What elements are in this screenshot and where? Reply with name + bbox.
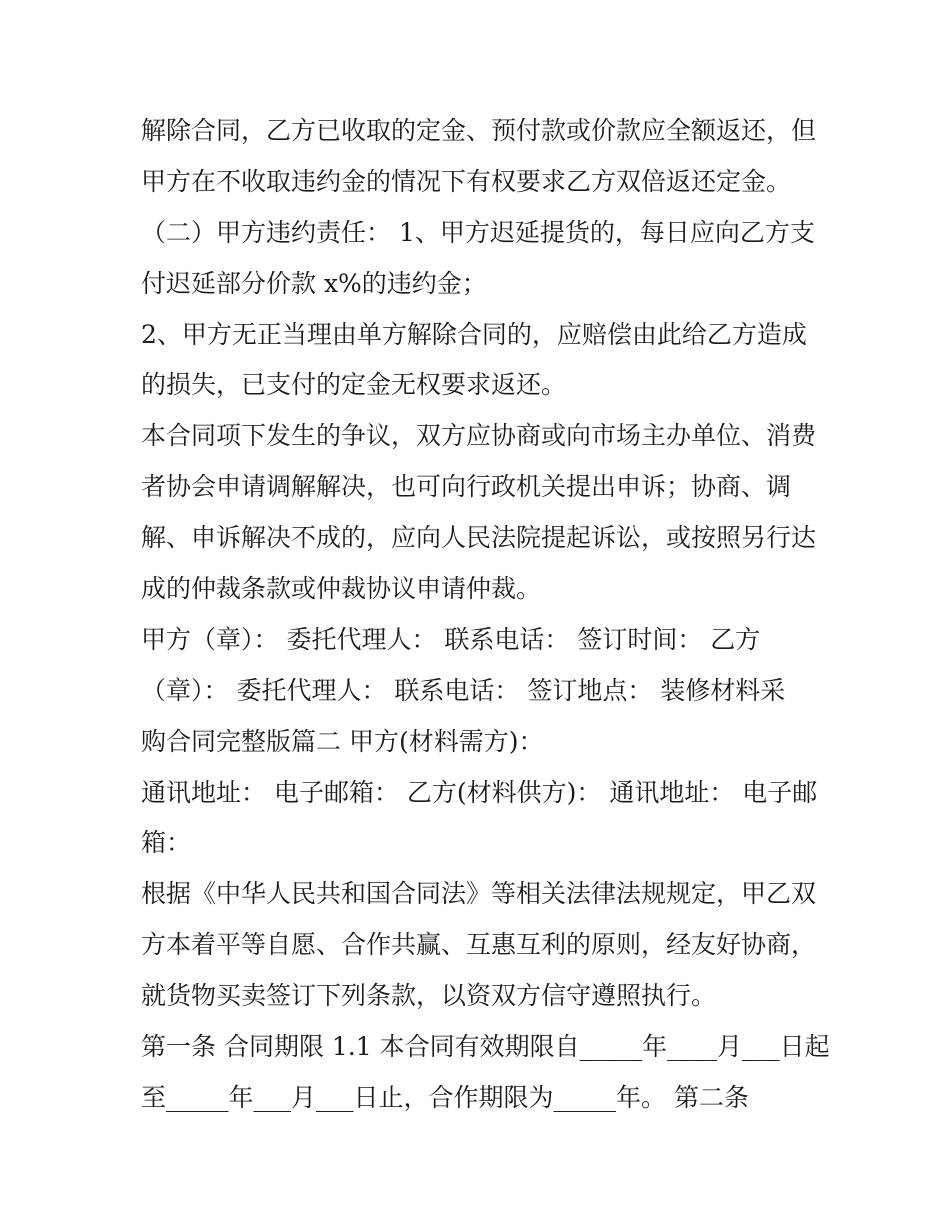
text-line: 成的仲裁条款或仲裁协议申请仲裁。 — [141, 574, 542, 604]
text-line: 方本着平等自愿、合作共赢、互惠互利的原则，经友好协商， — [141, 930, 817, 960]
text-line: 就货物买卖签订下列条款，以资双方信守遵照执行。 — [141, 981, 717, 1011]
text-line: 至_____年___月___日止，合作期限为_____年。 第二条 — [141, 1082, 749, 1112]
text-line: 解除合同，乙方已收取的定金、预付款或价款应全额返还，但 — [141, 116, 817, 145]
text-line: （章）： 委托代理人： 联系电话： 签订地点： 装修材料采 — [141, 675, 786, 705]
text-line: 的损失，已支付的定金无权要求返还。 — [141, 370, 567, 400]
document-body — [141, 106, 830, 1124]
text-line: 通讯地址： 电子邮箱： 乙方(材料供方)： 通讯地址： 电子邮 — [141, 777, 818, 807]
text-line: 第一条 合同期限 1.1 本合同有效期限自_____年____月___日起 — [141, 1032, 830, 1062]
text-line: 本合同项下发生的争议，双方应协商或向市场主办单位、消费 — [141, 421, 817, 451]
text-line: 根据《中华人民共和国合同法》等相关法律法规规定，甲乙双 — [141, 879, 817, 909]
text-line: 甲方在不收取违约金的情况下有权要求乙方双倍返还定金。 — [141, 166, 792, 196]
text-line: 购合同完整版篇二 甲方(材料需方)： — [141, 726, 544, 756]
text-line: 付迟延部分价款 x%的违约金； — [141, 268, 487, 298]
text-line: 2、甲方无正当理由单方解除合同的，应赔偿由此给乙方造成 — [141, 319, 807, 349]
text-line: （二）甲方违约责任： 1、甲方迟延提货的，每日应向乙方支 — [141, 217, 815, 247]
text-line: 甲方（章）： 委托代理人： 联系电话： 签订时间： 乙方 — [141, 624, 761, 654]
text-line: 者协会申请调解解决，也可向行政机关提出申诉；协商、调 — [141, 472, 792, 502]
text-line: 解、申诉解决不成的，应向人民法院提起诉讼，或按照另行达 — [141, 523, 817, 553]
text-line: 箱： — [141, 828, 192, 858]
